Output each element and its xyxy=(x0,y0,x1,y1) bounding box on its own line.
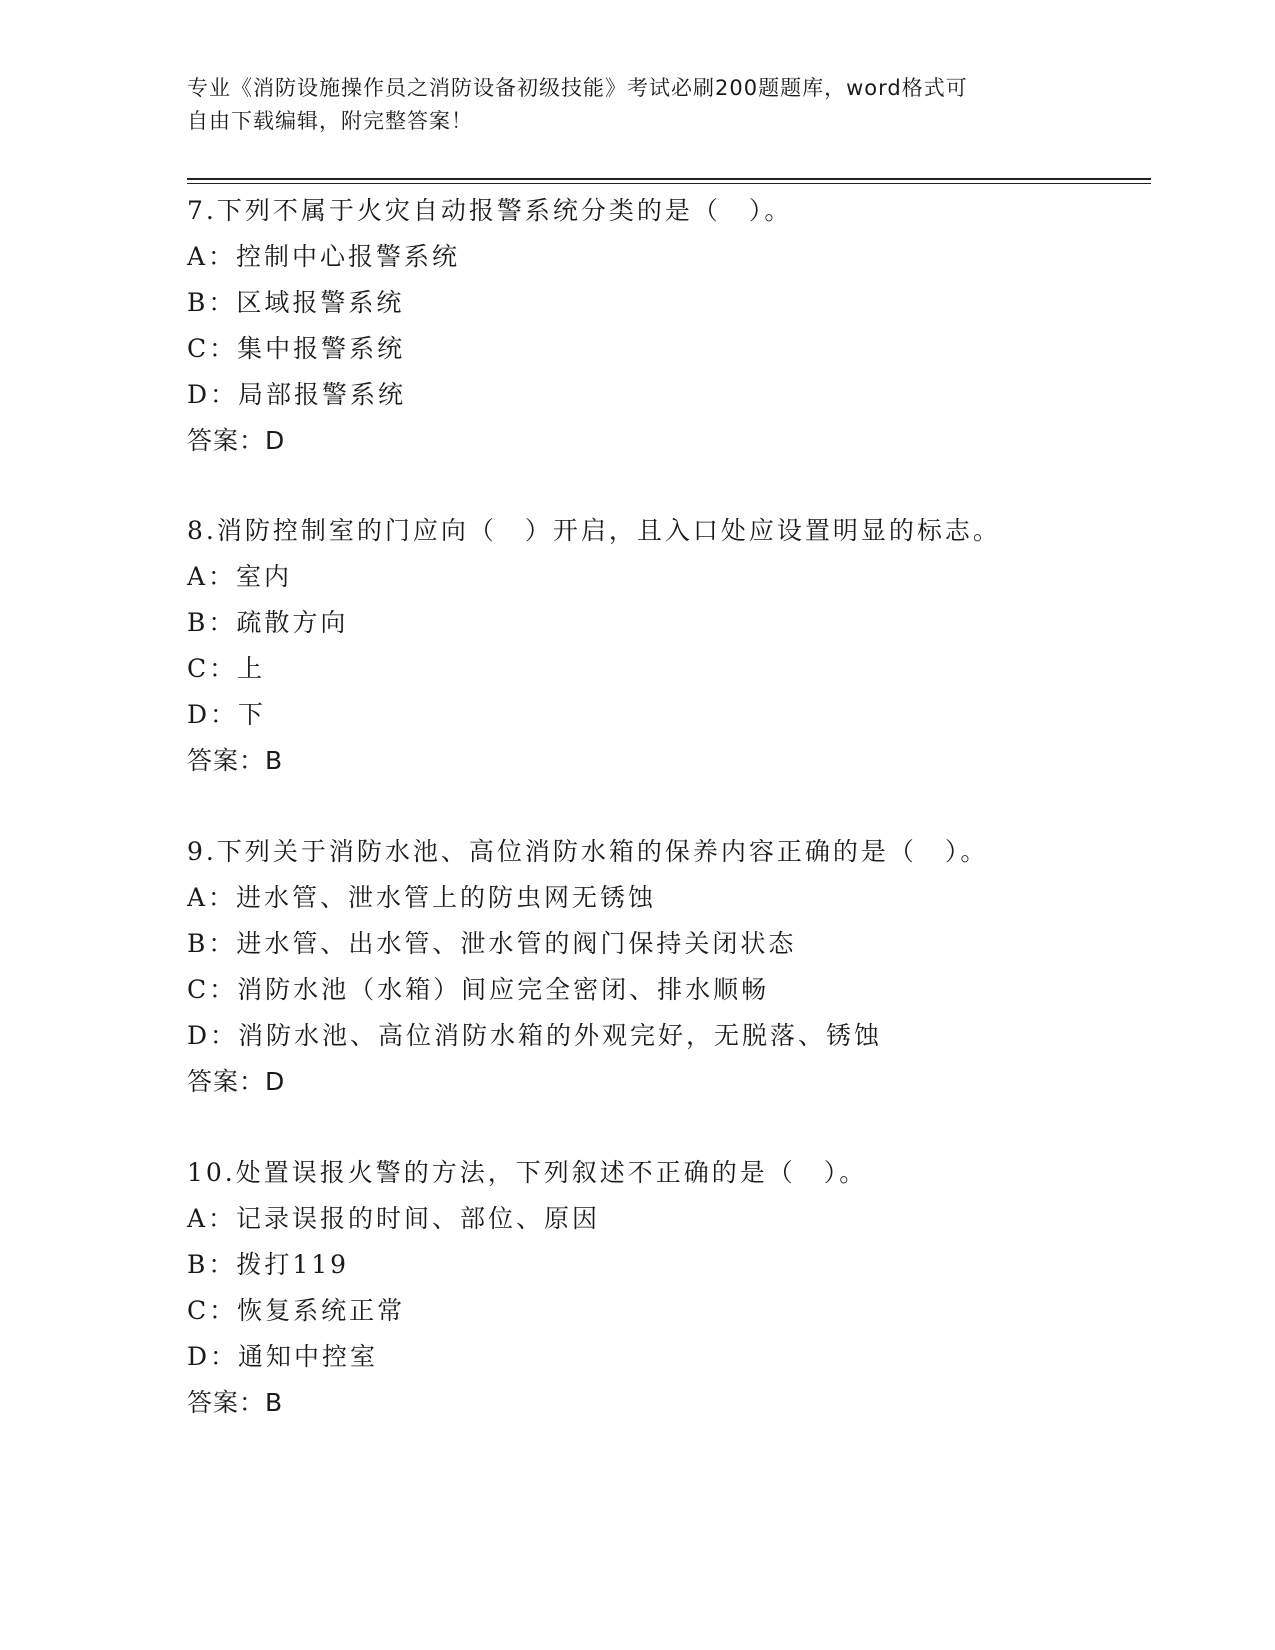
question-9 xyxy=(187,829,1147,1105)
option-a: A：进水管、泄水管上的防虫网无锈蚀 xyxy=(187,883,657,912)
question-stem: 7.下列不属于火灾自动报警系统分类的是（ ）。 xyxy=(187,196,793,225)
answer: 答案：D xyxy=(187,426,286,455)
header-line-1: 专业《消防设施操作员之消防设备初级技能》考试必刷200题题库，word格式可 xyxy=(187,76,968,100)
option-d: D：下 xyxy=(187,700,267,729)
option-c: C：恢复系统正常 xyxy=(187,1296,406,1325)
question-stem: 8.消防控制室的门应向（ ）开启，且入口处应设置明显的标志。 xyxy=(187,516,1001,545)
header-divider-thick xyxy=(187,178,1151,180)
option-b: B：进水管、出水管、泄水管的阀门保持关闭状态 xyxy=(187,929,797,958)
option-c: C：消防水池（水箱）间应完全密闭、排水顺畅 xyxy=(187,975,770,1004)
option-c: C：上 xyxy=(187,654,266,683)
header-divider-thin xyxy=(187,183,1151,184)
option-d: D：消防水池、高位消防水箱的外观完好，无脱落、锈蚀 xyxy=(187,1021,883,1050)
option-a: A：室内 xyxy=(187,562,293,591)
option-d: D：通知中控室 xyxy=(187,1342,379,1371)
question-stem: 9.下列关于消防水池、高位消防水箱的保养内容正确的是（ ）。 xyxy=(187,837,989,866)
option-c: C：集中报警系统 xyxy=(187,334,406,363)
document-header xyxy=(187,72,1087,138)
answer: 答案：D xyxy=(187,1067,286,1096)
option-b: B：区域报警系统 xyxy=(187,288,405,317)
question-stem: 10.处置误报火警的方法，下列叙述不正确的是（ ）。 xyxy=(187,1158,868,1187)
answer: 答案：B xyxy=(187,746,284,775)
option-b: B：拨打119 xyxy=(187,1250,350,1279)
option-b: B：疏散方向 xyxy=(187,608,349,637)
option-a: A：控制中心报警系统 xyxy=(187,242,461,271)
answer: 答案：B xyxy=(187,1388,284,1417)
question-8 xyxy=(187,508,1147,784)
option-a: A：记录误报的时间、部位、原因 xyxy=(187,1204,601,1233)
option-d: D：局部报警系统 xyxy=(187,380,407,409)
question-7 xyxy=(187,188,1147,464)
question-10 xyxy=(187,1150,1147,1426)
header-line-2: 自由下载编辑，附完整答案！ xyxy=(187,109,473,133)
